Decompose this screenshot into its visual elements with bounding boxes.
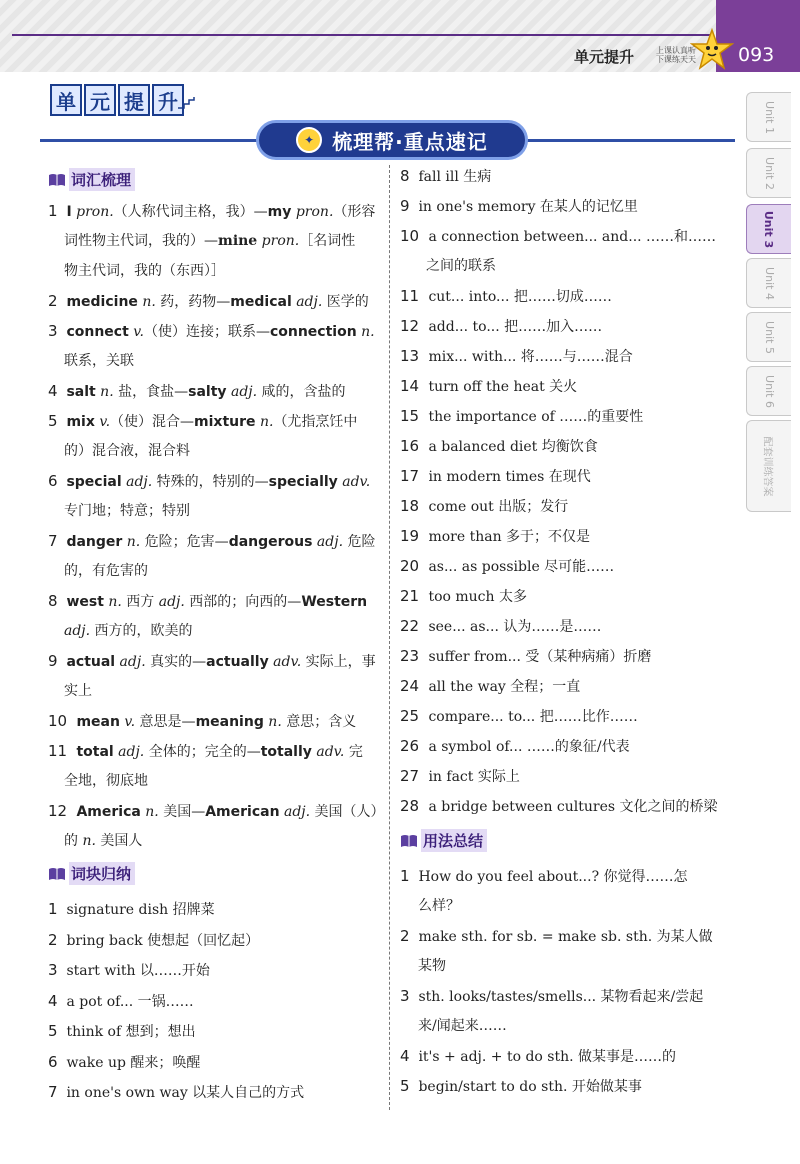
entry-continuation: 来/闻起来…… [418,1018,507,1034]
vocab-entry: 5 mix v.（使）混合—mixture n.（尤指烹饪中 [48,406,357,437]
vocab-entry: 9 actual adj. 真实的—actually adv. 实际上，事 [48,646,376,677]
tab-unit-3[interactable] [746,204,791,254]
phrase-text: in fact 实际上 [428,769,520,785]
entry-number: 9 [48,652,58,670]
phrase-entry [400,341,633,372]
entry-continuation: 之间的联系 [426,258,496,274]
section-banner [256,120,528,160]
tab-label: Unit 2 [762,156,776,190]
entry-number: 12 [48,802,68,820]
phrase-text: see... as... 认为……是…… [428,619,602,635]
entry-number: 4 [48,991,58,1010]
page-number: 093 [738,44,775,66]
vocab-entry: 12 America n. 美国—American adj. 美国（人） [48,796,385,827]
entry-continuation: 的，有危害的 [64,563,148,579]
phrase-text: signature dish 招牌菜 [66,902,215,918]
vocab-entry: 4 salt n. 盐，食盐—salty adj. 咸的，含盐的 [48,376,346,407]
entry-number: 28 [400,797,420,815]
phrase-text: suffer from... 受（某种病痛）折磨 [428,649,652,665]
phrase-text: compare... to... 把……比作…… [428,709,638,725]
book-icon [48,172,66,188]
entry-continuation: adj. 西方的，欧美的 [64,623,193,639]
phrase-text: a bridge between cultures 文化之间的桥梁 [428,799,718,815]
usage-entry [400,981,703,1012]
vocab-entry: 6 special adj. 特殊的，特别的—specially adv. [48,466,370,497]
entry-number: 14 [400,377,420,395]
entry-number: 2 [400,927,410,945]
phrase-entry [400,581,527,612]
entry-continuation: 某物 [418,958,446,974]
header-rule [12,34,712,36]
phrase-entry [400,521,590,552]
entry-number: 5 [48,1022,58,1040]
phrase-text: fall ill 生病 [418,169,492,185]
entry-number: 8 [48,592,58,610]
entry-number: 16 [400,437,420,455]
phrase-entry [400,611,601,642]
entry-number: 5 [48,412,58,430]
entry-number: 4 [400,1047,410,1065]
phrase-entry [400,431,598,462]
phrase-text: more than 多于；不仅是 [428,529,591,545]
usage-text: How do you feel about...? 你觉得……怎 [418,869,688,885]
phrase-entry [48,1077,304,1108]
entry-number: 15 [400,407,420,425]
unit-title-char: 升 [152,84,184,116]
phrase-text: bring back 使想起（回忆起） [66,932,260,949]
tab-label: Unit 5 [762,320,776,354]
phrase-text: a pot of... 一锅…… [66,993,194,1010]
banner-title: 梳理帮·重点速记 [332,129,488,154]
entry-number: 25 [400,707,420,725]
vocab-entry: 7 danger n. 危险；危害—dangerous adj. 危险 [48,526,375,557]
phrase-text: a connection between... and... ……和…… [428,229,717,245]
entry-number: 24 [400,677,420,695]
entry-continuation: 的）混合液，混合料 [64,443,190,459]
phrase-text: come out 出版；发行 [428,499,569,515]
phrase-entry [400,491,568,522]
phrase-text: too much 太多 [428,589,527,605]
entry-number: 3 [400,987,410,1005]
step-decoration-icon [178,96,198,110]
phrase-text: start with 以……开始 [66,963,210,979]
phrases-section-header [48,862,135,885]
tab-label: Unit 6 [762,374,776,408]
entry-number: 1 [48,202,58,220]
tab-unit-6[interactable] [746,366,791,416]
vocab-entry: 11 total adj. 全体的；完全的—totally adv. 完 [48,736,363,767]
tab-answers[interactable] [746,420,791,512]
phrase-text: in one's own way 以某人自己的方式 [66,1085,305,1101]
entry-number: 8 [400,167,410,185]
tab-label: Unit 4 [762,266,776,300]
section-title: 用法总结 [421,829,487,852]
entry-number: 11 [400,287,420,305]
book-icon [48,866,66,882]
entry-number: 12 [400,317,420,335]
entry-number: 18 [400,497,420,515]
entry-number: 26 [400,737,420,755]
phrase-entry [48,925,259,956]
phrase-text: think of 想到；想出 [66,1024,196,1040]
vocab-section-header [48,168,135,191]
entry-continuation: 物主代词，我的（东西）］ [64,263,225,279]
entry-number: 3 [48,961,58,979]
phrase-entry [400,191,638,222]
phrase-entry [400,551,614,582]
column-divider [389,165,390,1110]
phrase-text: cut... into... 把……切成…… [428,289,612,305]
entry-number: 22 [400,617,420,635]
entry-continuation: 实上 [64,683,92,699]
header-section-title: 单元提升 [574,48,635,66]
phrase-entry [400,161,491,192]
vocab-entry: 3 connect v.（使）连接；联系—connection n. [48,316,375,347]
entry-number: 4 [48,382,58,400]
usage-text: sth. looks/tastes/smells... 某物看起来/尝起 [418,989,704,1005]
entry-number: 17 [400,467,420,485]
tab-label: Unit 1 [762,100,776,134]
phrase-text: as... as possible 尽可能…… [428,559,615,575]
entry-number: 9 [400,197,410,215]
entry-number: 3 [48,322,58,340]
entry-number: 27 [400,767,420,785]
entry-number: 2 [48,930,58,949]
unit-title-char: 单 [50,84,82,116]
usage-entry [400,921,713,952]
phrase-entry [48,955,210,986]
entry-number: 5 [400,1077,410,1095]
phrase-entry [400,371,577,402]
entry-continuation: 的 n. 美国人 [64,833,143,849]
entry-number: 10 [48,712,68,730]
phrase-entry [400,221,716,252]
phrase-entry [400,671,580,702]
section-title: 词块归纳 [69,862,135,885]
entry-number: 23 [400,647,420,665]
phrase-entry [400,761,520,792]
entry-number: 1 [400,867,410,885]
phrase-entry [400,461,591,492]
vocab-entry: 8 west n. 西方 adj. 西部的；向西的—Western [48,586,367,617]
star-mascot-icon [690,28,734,72]
phrase-text: all the way 全程；一直 [428,679,581,695]
phrase-text: add... to... 把……加入…… [428,319,603,335]
phrase-entry [400,791,718,822]
entry-number: 6 [48,1052,58,1071]
usage-entry [400,1041,676,1072]
phrase-entry [400,731,630,762]
phrase-text: mix... with... 将……与……混合 [428,349,633,365]
tab-label: Unit 3 [762,210,776,248]
entry-number: 11 [48,742,68,760]
entry-continuation: 专门地；特意；特别 [64,503,190,519]
entry-number: 19 [400,527,420,545]
entry-number: 7 [48,532,58,550]
entry-continuation: 么样？ [418,898,460,914]
motto-line-2: 下课练天天 [656,55,696,64]
phrase-entry [400,281,612,312]
entry-number: 7 [48,1083,58,1101]
entry-number: 10 [400,227,420,245]
lightbulb-icon: ✦ [296,127,322,153]
phrase-text: a symbol of... ……的象征/代表 [428,739,630,755]
unit-title-char: 提 [118,84,150,116]
entry-number: 13 [400,347,420,365]
phrase-entry [48,894,215,925]
motto-line-1: 上课认真听 [656,46,696,55]
tab-label: 配套训练答案 [761,436,773,496]
usage-entry [400,1071,642,1102]
unit-title-char: 元 [84,84,116,116]
phrase-text: a balanced diet 均衡饮食 [428,439,598,455]
tab-unit-5[interactable] [746,312,791,362]
vocab-entry: 2 medicine n. 药，药物—medical adj. 医学的 [48,286,369,317]
phrase-entry [400,641,651,672]
book-icon [400,833,418,849]
usage-text: it's + adj. + to do sth. 做某事是……的 [418,1049,677,1065]
usage-text: begin/start to do sth. 开始做某事 [418,1079,642,1095]
phrase-entry [48,1047,200,1078]
section-title: 词汇梳理 [69,168,135,191]
usage-section-header [400,829,487,852]
phrase-entry [48,986,194,1017]
entry-number: 21 [400,587,420,605]
phrase-text: wake up 醒来；唤醒 [66,1054,201,1071]
phrase-text: turn off the heat 关火 [428,379,578,395]
phrase-text: in modern times 在现代 [428,469,591,485]
vocab-entry: 1 I pron.（人称代词主格，我）—my pron.（形容 [48,196,375,227]
phrase-text: the importance of ……的重要性 [428,409,644,425]
entry-number: 2 [48,292,58,310]
tab-unit-1[interactable] [746,92,791,142]
entry-number: 20 [400,557,420,575]
phrase-text: in one's memory 在某人的记忆里 [418,199,638,215]
tab-unit-2[interactable] [746,148,791,198]
usage-entry [400,861,688,892]
phrase-entry [400,701,638,732]
entry-continuation: 词性物主代词，我的）—mine pron.［名词性 [64,233,356,249]
usage-text: make sth. for sb. = make sb. sth. 为某人做 [418,929,713,945]
entry-continuation: 全地，彻底地 [64,773,148,789]
entry-number: 6 [48,472,58,490]
phrase-entry [400,401,643,432]
unit-title [50,84,184,116]
phrase-entry [400,311,602,342]
phrase-entry [48,1016,196,1047]
vocab-entry: 10 mean v. 意思是—meaning n. 意思；含义 [48,706,356,737]
entry-number: 1 [48,900,58,918]
tab-unit-4[interactable] [746,258,791,308]
entry-continuation: 联系，关联 [64,353,134,369]
